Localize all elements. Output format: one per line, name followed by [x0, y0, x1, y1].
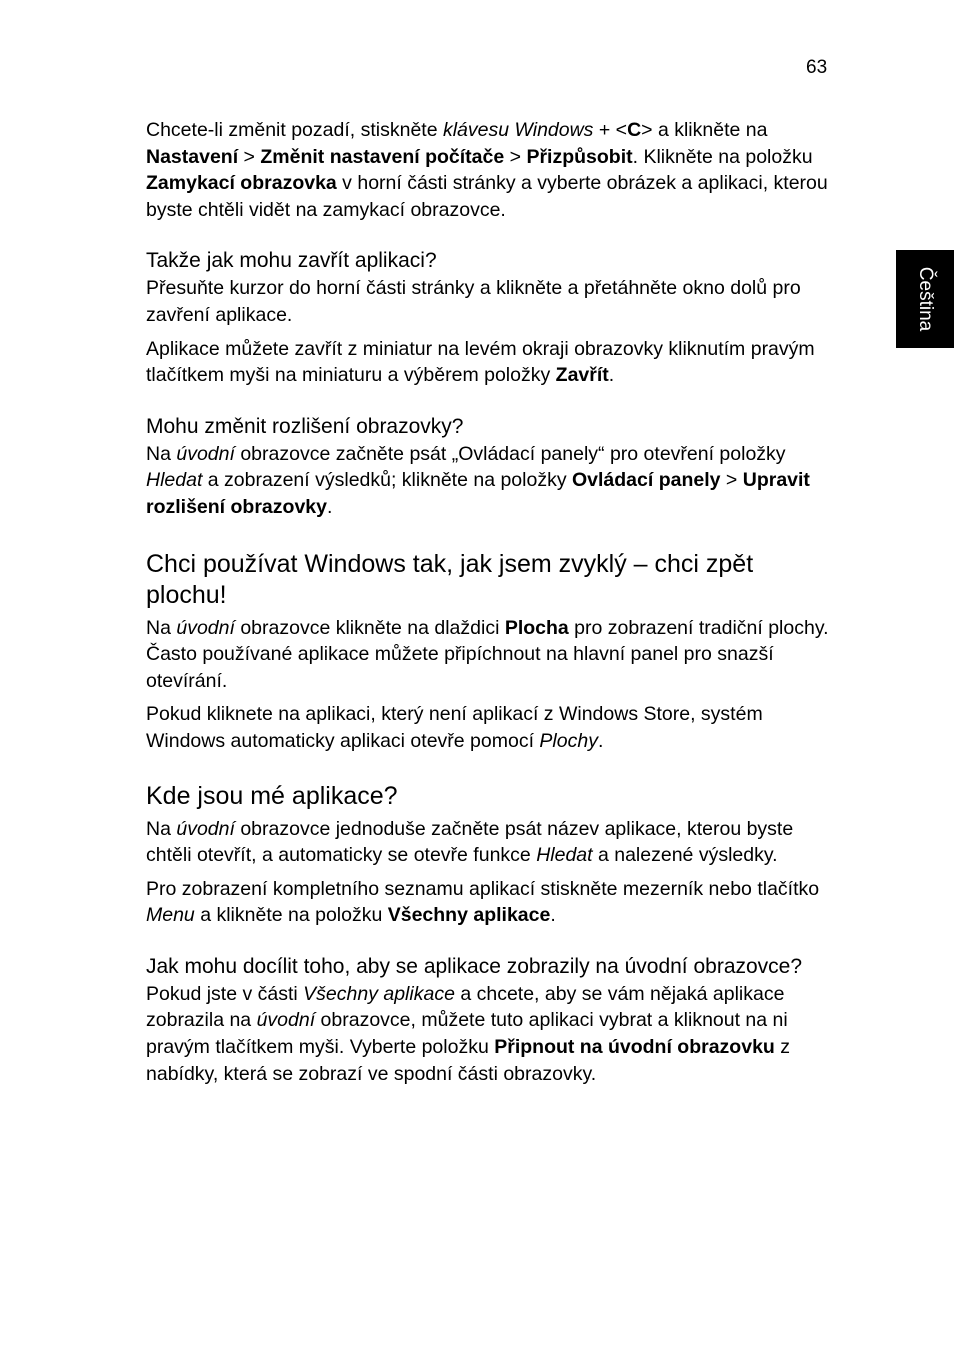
heading-desktop: Chci používat Windows tak, jak jsem zvyklý – chci zpět plochu!: [146, 549, 754, 609]
page-content: [146, 117, 832, 1094]
paragraph-close-thumbnail: Aplikace můžete zavřít z miniatur na levém okraji obrazovky kliknutím pravým tlačítkem myši na miniaturu a výběrem položky Zavřít.: [146, 337, 815, 387]
paragraph-desktop-tile: Na úvodní obrazovce klikněte na dlaždici Plocha pro zobrazení tradiční plochy. Často používané aplikace můžete připíchnout na hlavní panel pro snazší otevírání.: [146, 616, 829, 692]
paragraph-change-background: Chcete-li změnit pozadí, stiskněte klávesu Windows + <C> a klikněte na Nastavení > Změnit nastavení počítače > Přizpůsobit. Klikněte na položku Zamykací obrazovka v horní části stránky a vyberte obrázek a aplikaci, kterou byste chtěli vidět na zamykací obrazovce.: [146, 119, 828, 221]
page-number: 63: [806, 57, 828, 78]
heading-close-app: Takže jak mohu zavřít aplikaci?: [146, 249, 437, 273]
heading-where-apps: Kde jsou mé aplikace?: [146, 781, 398, 810]
language-tab-label: Čeština: [915, 266, 936, 332]
language-tab: [896, 250, 954, 348]
paragraph-apps-search: Na úvodní obrazovce jednoduše začněte psát název aplikace, kterou byste chtěli otevřít, a automaticky se otevře funkce Hledat a nalezené výsledky.: [146, 817, 794, 867]
paragraph-pin-apps: Pokud jste v části Všechny aplikace a chcete, aby se vám nějaká aplikace zobrazila na úvodní obrazovce, můžete tuto aplikaci vybrat a kliknout na ni pravým tlačítkem myši. Vyberte položku Připnout na úvodní obrazovku z nabídky, která se zobrazí ve spodní části obrazovky.: [146, 982, 790, 1085]
heading-pin-apps: Jak mohu docílit toho, aby se aplikace zobrazily na úvodní obrazovce?: [146, 954, 803, 978]
heading-screen-resolution: Mohu změnit rozlišení obrazovky?: [146, 414, 464, 438]
paragraph-close-drag: Přesuňte kurzor do horní části stránky a klikněte a přetáhněte okno dolů pro zavření aplikace.: [146, 277, 801, 326]
paragraph-screen-resolution: Na úvodní obrazovce začněte psát „Ovládací panely“ pro otevření položky Hledat a zobrazení výsledků; klikněte na položky Ovládací panely > Upravit rozlišení obrazovky.: [146, 442, 810, 518]
paragraph-desktop-store: Pokud kliknete na aplikaci, který není aplikací z Windows Store, systém Windows automaticky aplikaci otevře pomocí Plochy.: [146, 703, 763, 752]
paragraph-apps-list: Pro zobrazení kompletního seznamu aplikací stiskněte mezerník nebo tlačítko Menu a klikněte na položku Všechny aplikace.: [146, 877, 820, 927]
